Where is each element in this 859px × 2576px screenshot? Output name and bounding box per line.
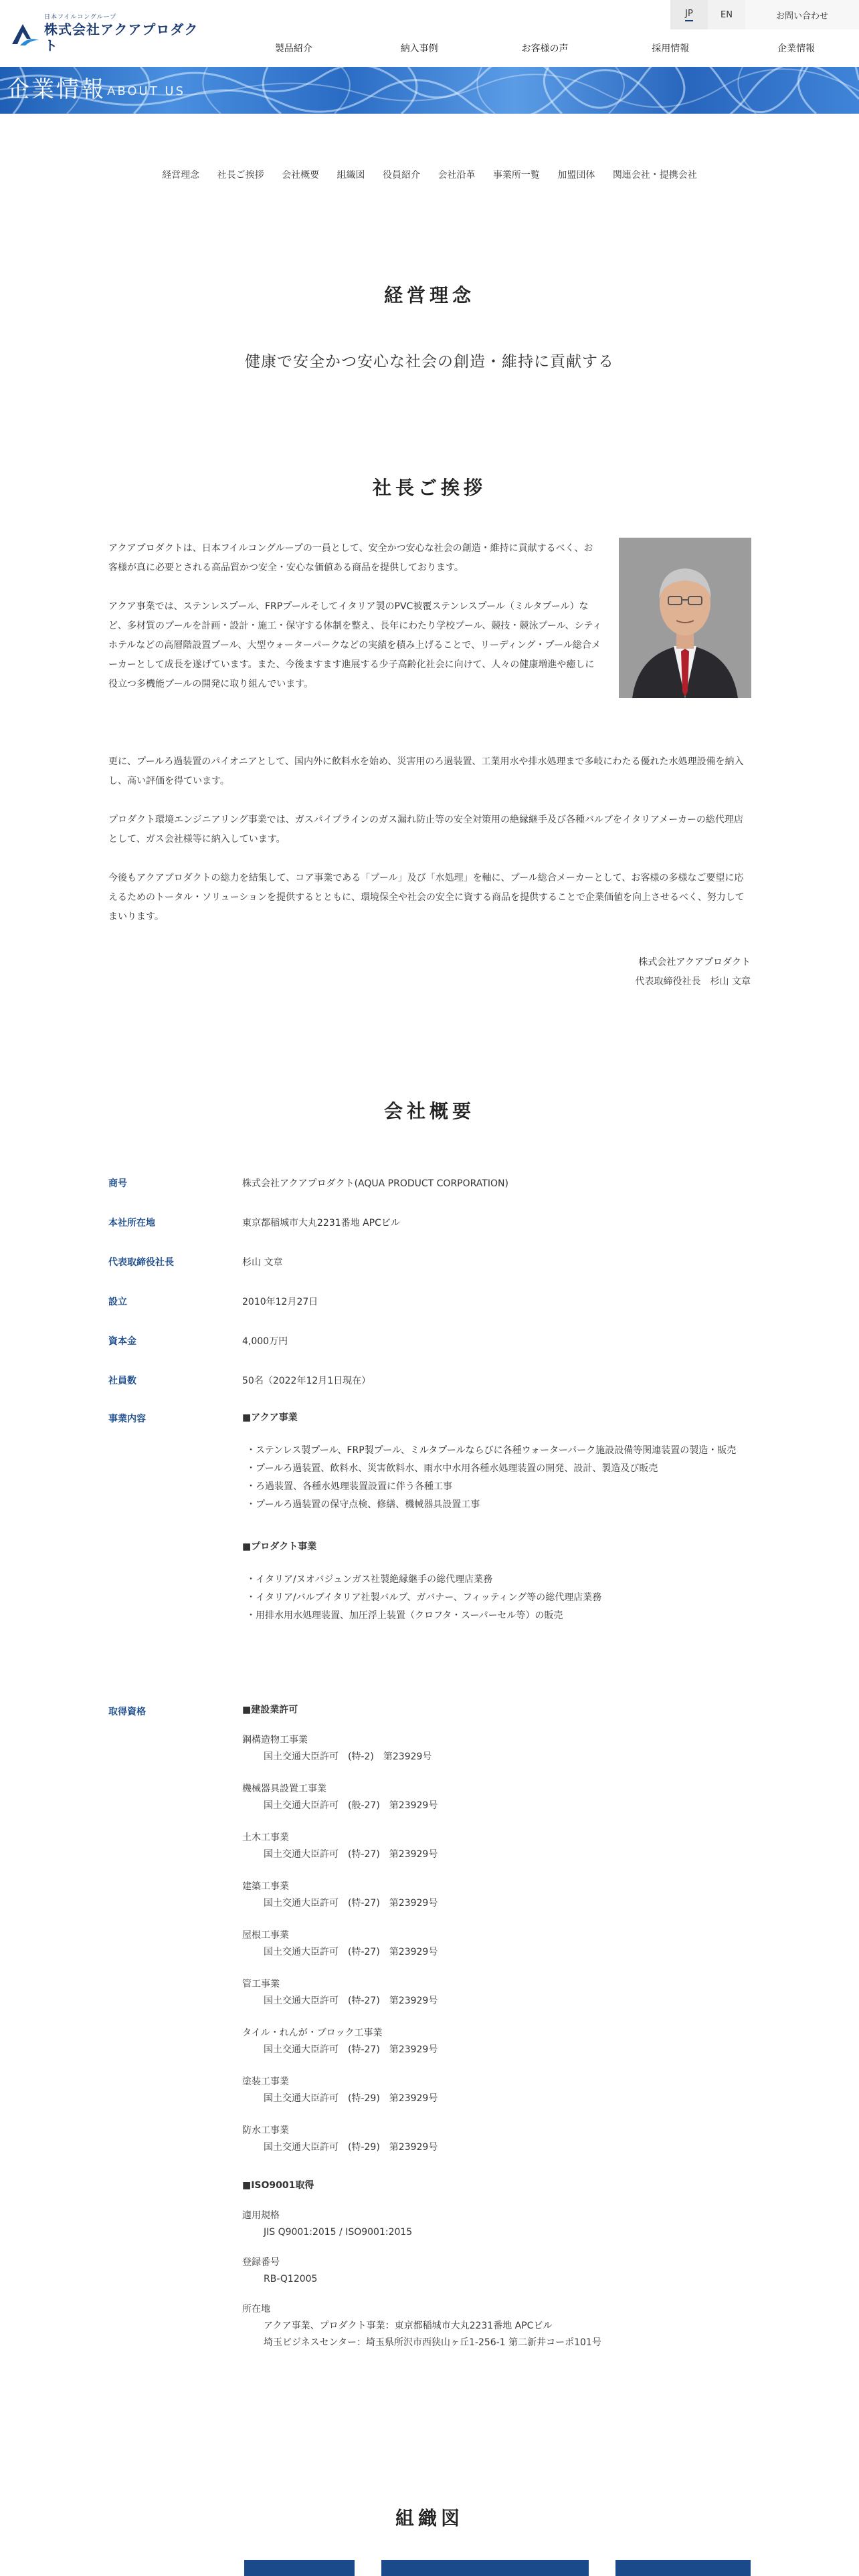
nav-company[interactable]: 企業情報 xyxy=(777,43,816,54)
wave-logo-icon xyxy=(11,20,40,47)
value-president: 杉山 文章 xyxy=(242,1257,283,1268)
overview-title: 会社概要 xyxy=(383,1100,475,1122)
aqua-item: ・ろ過装置、各種水処理装置設置に伴う各種工事 xyxy=(246,1481,452,1492)
license-permit: 国土交通大臣許可 (特-2) 第23929号 xyxy=(264,1751,432,1762)
label-established: 設立 xyxy=(108,1297,127,1307)
iso-location-value-1: アクア事業、プロダクト事業：東京都稲城市大丸2231番地 APCビル xyxy=(264,2321,553,2331)
nav-voices[interactable]: お客様の声 xyxy=(521,43,569,54)
iso-standard-value: JIS Q9001:2015 / ISO9001:2015 xyxy=(264,2227,413,2238)
product-item: ・イタリア/ヌオバジュンガス社製絶縁継手の総代理店業務 xyxy=(246,1574,493,1585)
value-company-name: 株式会社アクアプロダクト(AQUA PRODUCT CORPORATION) xyxy=(242,1178,508,1189)
aqua-item: ・ステンレス製プール、FRP製プール、ミルタプールならびに各種ウォーターパーク施設設備等関連装置の製造・販売 xyxy=(246,1445,737,1456)
lang-en-button[interactable] xyxy=(708,0,745,29)
aqua-business-heading: ■アクア事業 xyxy=(242,1412,298,1423)
anchor-affiliates[interactable]: 関連会社・提携会社 xyxy=(612,170,697,181)
license-name: 塗装工事業 xyxy=(242,2076,289,2087)
signature-name: 代表取締役社長 杉山 文章 xyxy=(635,976,751,987)
qualifications-content xyxy=(242,1702,751,2351)
greeting-paragraph-1: アクアプロダクトは、日本フイルコングループの一員として、安全かつ安心な社会の創造・維持に貢献するべく、お客様が真に必要とされる高品質かつ安全・安心な価値ある商品を提供しております。 xyxy=(108,543,593,573)
logo-company-name: 株式会社アクアプロダクト xyxy=(44,21,199,53)
philosophy-text: 健康で安全かつ安心な社会の創造・維持に貢献する xyxy=(245,353,614,370)
iso-registration-value: RB-Q12005 xyxy=(264,2274,318,2284)
license-name: 建築工事業 xyxy=(242,1881,289,1892)
org-chart-box xyxy=(381,2560,589,2576)
license-name: タイル・れんが・ブロック工事業 xyxy=(242,2028,383,2038)
license-item xyxy=(242,1976,751,2010)
contact-label: お問い合わせ xyxy=(775,11,828,21)
greeting-body-continued xyxy=(108,752,751,927)
site-header xyxy=(0,0,859,67)
nav-products[interactable]: 製品紹介 xyxy=(274,43,312,54)
license-permit: 国土交通大臣許可 (特-27) 第23929号 xyxy=(264,1849,438,1860)
philosophy-title: 経営理念 xyxy=(383,284,475,306)
label-president: 代表取締役社長 xyxy=(108,1257,174,1268)
iso-location-value-2: 埼玉ビジネスセンター：埼玉県所沢市西狭山ヶ丘1-256-1 第二新井コーポ101号 xyxy=(264,2337,601,2348)
license-item xyxy=(242,2074,751,2107)
anchor-org-chart[interactable]: 組織図 xyxy=(337,170,365,181)
license-permit: 国土交通大臣許可 (特-29) 第23929号 xyxy=(264,2093,438,2104)
lang-jp-button[interactable] xyxy=(670,0,708,29)
hero-subtitle: ABOUT US xyxy=(107,84,186,98)
label-capital: 資本金 xyxy=(108,1336,136,1347)
org-chart-title: 組織図 xyxy=(395,2507,464,2529)
hero-banner xyxy=(0,67,859,114)
lang-jp-label: JP xyxy=(685,9,693,21)
anchor-overview[interactable]: 会社概要 xyxy=(282,170,320,181)
value-capital: 4,000万円 xyxy=(242,1336,288,1347)
president-photo xyxy=(619,538,751,698)
license-item xyxy=(242,2025,751,2058)
greeting-paragraph-3: 更に、プールろ過装置のパイオニアとして、国内外に飲料水を始め、災害用のろ過装置、工業用水や排水処理まで多岐にわたる優れた水処理設備を納入し、高い評価を得ています。 xyxy=(108,756,744,786)
contact-button[interactable] xyxy=(745,0,859,29)
label-qualifications: 取得資格 xyxy=(108,1707,146,1717)
label-head-office: 本社所在地 xyxy=(108,1218,155,1228)
lang-en-label: EN xyxy=(721,9,733,20)
anchor-officers[interactable]: 役員紹介 xyxy=(383,170,420,181)
business-content xyxy=(242,1409,751,1625)
nav-recruit[interactable]: 採用情報 xyxy=(652,43,690,54)
president-portrait-image xyxy=(619,538,751,698)
logo-subtitle: 日本フイルコングループ xyxy=(44,14,117,21)
license-permit: 国土交通大臣許可 (特-29) 第23929号 xyxy=(264,2142,438,2153)
anchor-associations[interactable]: 加盟団体 xyxy=(557,170,595,181)
license-item xyxy=(242,1732,751,1765)
greeting-paragraph-5: 今後もアクアプロダクトの総力を結集して、コア事業である「プール」及び「水処理」を軸に、プール総合メーカーとして、お客様の多様なご要望に応えるためのトータル・ソリューションを提供するとともに、環境保全や社会の安全に資する商品を提供することで企業価値を向上させるべく、努力してまいります。 xyxy=(108,873,745,922)
anchor-philosophy[interactable]: 経営理念 xyxy=(162,170,200,181)
anchor-nav xyxy=(0,167,859,183)
license-permit: 国土交通大臣許可 (特-27) 第23929号 xyxy=(264,1898,438,1909)
license-permit: 国土交通大臣許可 (特-27) 第23929号 xyxy=(264,1996,438,2006)
label-employees: 社員数 xyxy=(108,1376,136,1386)
signature-company: 株式会社アクアプロダクト xyxy=(638,957,751,968)
hero-title: 企業情報 xyxy=(7,76,106,103)
iso-heading: ■ISO9001取得 xyxy=(242,2180,314,2191)
anchor-greeting[interactable]: 社長ご挨拶 xyxy=(217,170,264,181)
value-employees: 50名（2022年12月1日現在） xyxy=(242,1376,371,1386)
license-name: 機械器具設置工事業 xyxy=(242,1784,326,1794)
license-name: 屋根工事業 xyxy=(242,1930,289,1941)
license-permit: 国土交通大臣許可 (般-27) 第23929号 xyxy=(264,1800,438,1811)
license-heading: ■建設業許可 xyxy=(242,1705,298,1715)
license-item xyxy=(242,1781,751,1814)
utility-bar xyxy=(670,0,859,29)
iso-location-label: 所在地 xyxy=(242,2304,270,2315)
license-item xyxy=(242,1830,751,1863)
license-item xyxy=(242,2123,751,2156)
product-item: ・イタリア/バルブイタリア社製バルブ、ガバナー、フィッティング等の総代理店業務 xyxy=(246,1592,602,1603)
label-business: 事業内容 xyxy=(108,1414,146,1424)
site-logo[interactable] xyxy=(11,14,205,53)
product-item: ・用排水用水処理装置、加圧浮上装置（クロフタ・スーパーセル等）の販売 xyxy=(246,1610,563,1621)
iso-registration-label: 登録番号 xyxy=(242,2257,280,2268)
license-name: 土木工事業 xyxy=(242,1832,289,1843)
global-nav xyxy=(231,39,859,59)
greeting-signature xyxy=(0,953,751,992)
org-chart-box xyxy=(615,2560,751,2576)
license-name: 防水工事業 xyxy=(242,2125,289,2136)
value-head-office: 東京都稲城市大丸2231番地 APCビル xyxy=(242,1218,400,1228)
greeting-paragraph-2: アクア事業では、ステンレスプール、FRPプールそしてイタリア製のPVC被覆ステンレスプール（ミルタプール）など、多材質のプールを計画・設計・施工・保守する体制を整え、長年にわたり学校プール、競技・競泳プール、シティホテルなどの高層階設置プール、大型ウォーターパークなどの実績を積み上げることで、リーディング・プール総合メーカーとして成長を遂げています。また、今後ますます進展する少子高齢化社会に向けて、人々の健康増進や癒しに役立つ多機能プールの開発に取り組んでいます。 xyxy=(108,601,602,689)
license-permit: 国土交通大臣許可 (特-27) 第23929号 xyxy=(264,2044,438,2055)
org-chart-box xyxy=(244,2560,355,2576)
aqua-item: ・プールろ過装置の保守点検、修繕、機械器具設置工事 xyxy=(246,1499,480,1510)
license-item xyxy=(242,1927,751,1961)
aqua-item: ・プールろ過装置、飲料水、災害飲料水、雨水中水用各種水処理装置の開発、設計、製造及び販売 xyxy=(246,1463,658,1474)
license-permit: 国土交通大臣許可 (特-27) 第23929号 xyxy=(264,1947,438,1957)
greeting-paragraph-4: プロダクト環境エンジニアリング事業では、ガスパイプラインのガス漏れ防止等の安全対策用の絶縁継手及び各種バルブをイタリアメーカーの総代理店として、ガス会社様等に納入しています。 xyxy=(108,815,743,845)
value-established: 2010年12月27日 xyxy=(242,1297,318,1307)
license-name: 管工事業 xyxy=(242,1979,280,1990)
greeting-body xyxy=(108,539,602,714)
anchor-offices[interactable]: 事業所一覧 xyxy=(492,170,540,181)
label-company-name: 商号 xyxy=(108,1178,127,1189)
license-name: 鋼構造物工事業 xyxy=(242,1735,308,1745)
product-business-heading: ■プロダクト事業 xyxy=(242,1541,317,1552)
license-item xyxy=(242,1879,751,1912)
iso-standard-label: 適用規格 xyxy=(242,2210,280,2221)
greeting-title: 社長ご挨拶 xyxy=(372,477,486,499)
nav-cases[interactable]: 納入事例 xyxy=(400,43,438,54)
anchor-history[interactable]: 会社沿革 xyxy=(438,170,476,181)
